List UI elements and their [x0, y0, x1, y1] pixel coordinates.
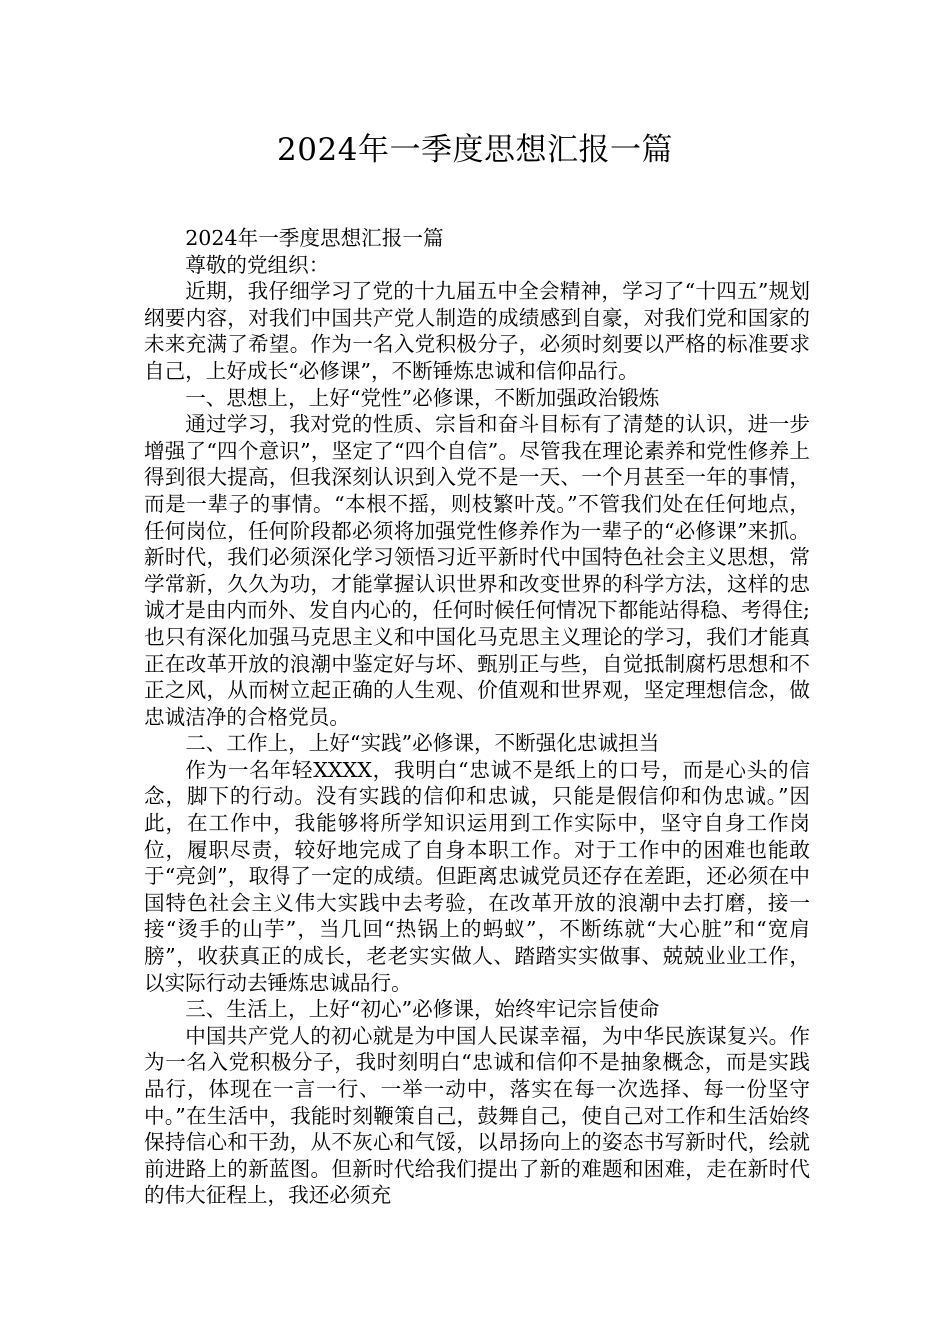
intro-paragraph: 近期，我仔细学习了党的十九届五中全会精神，学习了“十四五”规划纲要内容，对我们中国共产党人制造的成绩感到自豪，对我们党和国家的未来充满了希望。作为一名入党积极分子，必须时刻要以严格的标准要求自己，上好成长“必修课”，不断锤炼忠诚和信仰品行。 — [144, 279, 810, 383]
section-heading-1: 一、思想上，上好“党性”必修课，不断加强政治锻炼 — [185, 385, 660, 410]
document-title: 2024年一季度思想汇报一篇 — [277, 132, 673, 168]
document-body — [144, 225, 810, 1209]
salutation: 尊敬的党组织： — [185, 252, 330, 277]
body-subtitle: 2024年一季度思想汇报一篇 — [185, 226, 444, 250]
section-paragraph-3: 中国共产党人的初心就是为中国人民谋幸福，为中华民族谋复兴。作为一名入党积极分子，我时刻明白“忠诚和信仰不是抽象概念，而是实践品行，体现在一言一行、一举一动中，落实在每一次选择、每一份坚守中。”在生活中，我能时刻鞭策自己，鼓舞自己，使自己对工作和生活始终保持信心和干劲，从不灰心和气馁，以昂扬向上的姿态书写新时代，绘就前进路上的新蓝图。但新时代给我们提出了新的难题和困难，走在新时代的伟大征程上，我还必须充 — [144, 1023, 810, 1208]
section-heading-3: 三、生活上，上好“初心”必修课，始终牢记宗旨使命 — [185, 997, 660, 1022]
section-paragraph-1: 通过学习，我对党的性质、宗旨和奋斗目标有了清楚的认识，进一步增强了“四个意识”，坚定了“四个自信”。尽管我在理论素养和党性修养上得到很大提高，但我深刻认识到入党不是一天、一个月甚至一年的事情，而是一辈子的事情。“本根不摇，则枝繁叶茂。”不管我们处在任何地点，任何岗位，任何阶段都必须将加强党性修养作为一辈子的“必修课”来抓。新时代，我们必须深化学习领悟习近平新时代中国特色社会主义思想，常学常新，久久为功，才能掌握认识世界和改变世界的科学方法，这样的忠诚才是由内而外、发自内心的，任何时候任何情况下都能站得稳、考得住;也只有深化加强马克思主义和中国化马克思主义理论的学习，我们才能真正在改革开放的浪潮中鉴定好与坏、甄别正与些，自觉抵制腐朽思想和不正之风，从而树立起正确的人生观、价值观和世界观，坚定理想信念，做忠诚洁净的合格党员。 — [144, 412, 810, 729]
section-paragraph-2: 作为一名年轻XXXX，我明白“忠诚不是纸上的口号，而是心头的信念，脚下的行动。没有实践的信仰和忠诚，只能是假信仰和伪忠诚。”因此，在工作中，我能够将所学知识运用到工作实际中，坚守自身工作岗位，履职尽责，较好地完成了自身本职工作。对于工作中的困难也能敢于“亮剑”，取得了一定的成绩。但距离忠诚党员还存在差距，还必须在中国特色社会主义伟大实践中去考验，在改革开放的浪潮中去打磨，接一接“烫手的山芋”，当几回“热锅上的蚂蚁”，不断练就“大心脏”和“宽肩膀”，收获真正的成长，老老实实做人、踏踏实实做事、兢兢业业工作，以实际行动去锤炼忠诚品行。 — [144, 757, 810, 995]
section-heading-2: 二、工作上，上好“实践”必修课，不断强化忠诚担当 — [185, 731, 660, 756]
